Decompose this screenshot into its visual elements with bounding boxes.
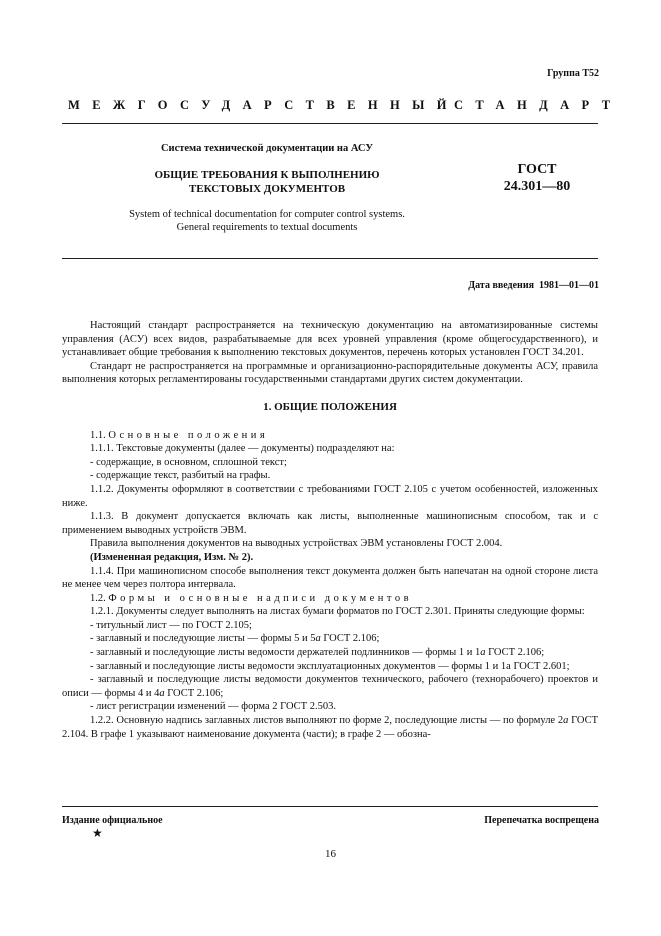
title-line-2: ТЕКСТОВЫХ ДОКУМЕНТОВ — [188, 183, 346, 195]
subsection-1-1-number: 1.1. — [90, 429, 106, 441]
clause-1-1-1-item-a: - содержащие, в основном, сплошной текст; — [90, 456, 287, 468]
subsection-1-2-title: Формы и основные надписи документов — [108, 592, 413, 604]
footer-rule — [62, 806, 598, 807]
clause-1-2-1-item-e — [62, 673, 598, 700]
clause-1-1-1-item-b: - содержащие текст, разбитый на графы. — [90, 470, 271, 482]
document-title — [62, 168, 472, 196]
section-heading: 1. ОБЩИЕ ПОЛОЖЕНИЯ — [263, 400, 397, 413]
subsection-1-1-title: Основные положения — [108, 429, 269, 441]
document-body — [62, 319, 598, 741]
series-title: Система технической документации на АСУ — [160, 143, 374, 154]
clause-1-1-1: 1.1.1. Текстовые документы (далее — документы) подразделяют на: — [90, 443, 395, 455]
date-label: Дата введения — [468, 280, 534, 291]
clause-1-2-1-item-c — [62, 646, 598, 660]
header-bottom-rule — [62, 258, 598, 259]
english-title-line-1: System of technical documentation for computer control systems. — [129, 209, 405, 220]
title-line-1: ОБЩИЕ ТРЕБОВАНИЯ К ВЫПОЛНЕНИЮ — [154, 169, 380, 181]
clause-1-2-1-item-b — [62, 632, 598, 646]
gost-label: ГОСТ — [517, 162, 557, 177]
clause-1-2-2-suffix: ГОСТ 2.104. В графе 1 указывают наименование документа (части); в графе 2 — обозна- — [62, 715, 598, 740]
clause-1-2-2-text: 1.2.2. Основную надпись заглавных листов выполняют по форме 2, последующие листы — по формуле 2 — [90, 715, 564, 727]
group-label: Группа Т52 — [547, 68, 599, 79]
clause-1-2-2 — [62, 714, 598, 741]
top-rule — [62, 123, 598, 124]
english-title-line-2: General requirements to textual documents — [176, 222, 358, 233]
gost-designation — [478, 161, 596, 195]
clause-1-2-1: 1.2.1. Документы следует выполнять на листах бумаги форматов по ГОСТ 2.301. Приняты следующие формы: — [90, 606, 585, 618]
intro-paragraph-2: Стандарт не распространяется на программные и организационно-распорядительные документы АСУ, правила выполнения которых регламентированы государственными стандартами других систем документации. — [62, 360, 598, 386]
english-title — [62, 208, 472, 234]
item-e-italic: а — [159, 687, 165, 699]
item-b-text: - заглавный и последующие листы — формы 5 и 5 — [90, 633, 316, 645]
clause-1-1-2: 1.1.2. Документы оформляют в соответствии с требованиями ГОСТ 2.105 с учетом особенностей, изложенных ниже. — [62, 483, 598, 509]
item-c-suffix: ГОСТ 2.106; — [485, 647, 545, 659]
clause-1-2-1-item-a: - титульный лист — по ГОСТ 2.105; — [90, 619, 252, 631]
intro-paragraph-1: Настоящий стандарт распространяется на техническую документацию на автоматизированные системы управления (АСУ) всех видов, разрабатываемые для всех уровней управления (кроме общегосударственного), и устанавливает общие требования к выполнению текстовых документов, перечень которых установлен ГОСТ 34.201. — [62, 320, 598, 359]
gost-number: 24.301—80 — [503, 179, 571, 194]
clause-1-2-1-item-d: - заглавный и последующие листы ведомости эксплуатационных документов — формы 1 и 1а ГОСТ 2.601; — [90, 660, 570, 672]
item-b-suffix: ГОСТ 2.106; — [320, 633, 380, 645]
banner-interstate: МЕЖГОСУДАРСТВЕННЫЙ — [68, 98, 459, 112]
amendment-note: (Измененная редакция, Изм. № 2). — [90, 551, 254, 563]
item-e-text: - заглавный и последующие листы ведомости документов технического, рабочего (технорабочего) проектов и описи — формы 4 и 4 — [62, 674, 598, 699]
subsection-1-2-number: 1.2. — [90, 592, 106, 604]
item-c-italic: а — [480, 647, 486, 659]
clause-1-2-2-italic: а — [563, 715, 569, 727]
clause-1-1-3: 1.1.3. В документ допускается включать как листы, выполненные машинописным способом, так и с применением выводных устройств ЭВМ. — [62, 511, 598, 536]
star-icon: ★ — [92, 826, 103, 840]
clause-1-1-3-rules: Правила выполнения документов на выводных устройствах ЭВМ установлены ГОСТ 2.004. — [90, 538, 503, 550]
item-c-text: - заглавный и последующие листы ведомости держателей подлинников — формы 1 и 1 — [90, 647, 481, 659]
banner-standard: СТАНДАРТ — [454, 98, 623, 112]
reprint-prohibited: Перепечатка воспрещена — [484, 815, 599, 826]
official-edition: Издание официальное — [62, 815, 163, 826]
item-e-suffix: ГОСТ 2.106; — [164, 687, 224, 699]
clause-1-1-4: 1.1.4. При машинописном способе выполнения текст документа должен быть напечатан на одной стороне листа не менее чем через полтора интервала. — [62, 565, 598, 591]
item-b-italic: а — [315, 633, 321, 645]
date-value: 1981—01—01 — [539, 280, 599, 291]
effective-date — [468, 280, 599, 291]
clause-1-2-1-item-f: - лист регистрации изменений — форма 2 ГОСТ 2.503. — [90, 701, 336, 713]
subsection-1-2 — [62, 592, 598, 606]
subsection-1-1 — [62, 429, 598, 443]
page-number: 16 — [325, 848, 336, 860]
